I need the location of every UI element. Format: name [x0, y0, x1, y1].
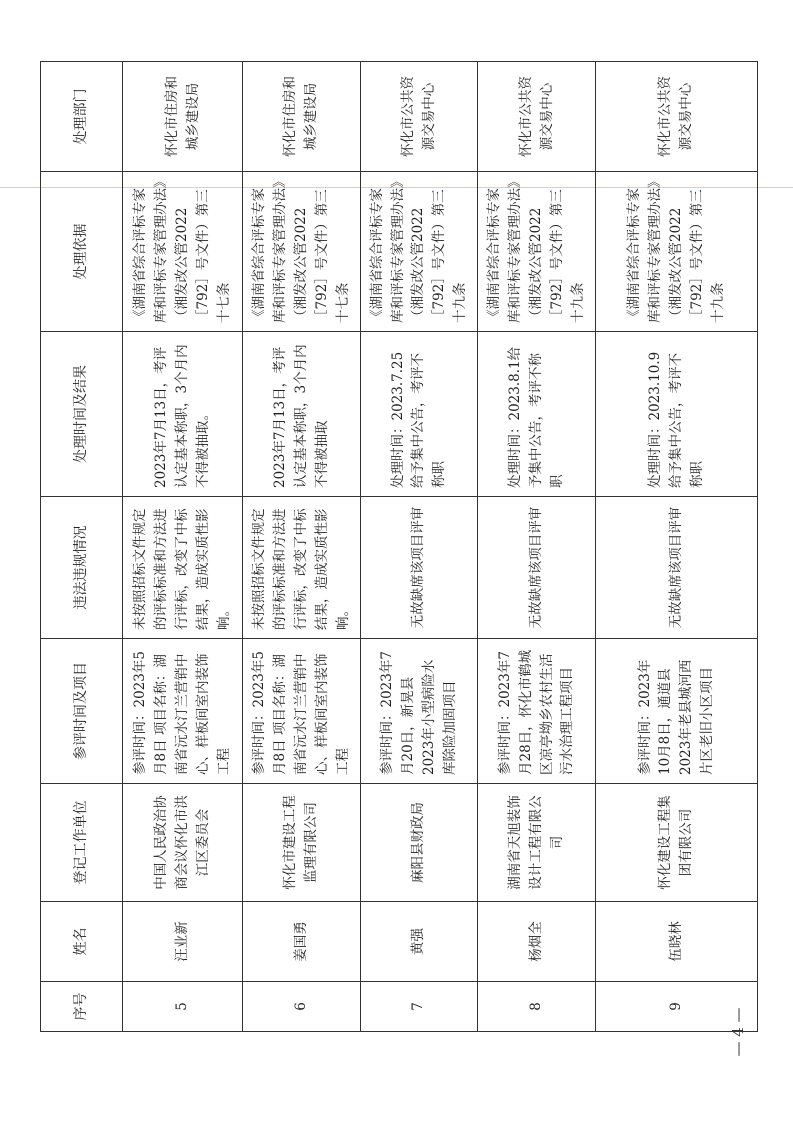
cell-no: 7	[360, 982, 478, 1032]
cell-unit: 湖南省天旭装饰设计工程有限公司	[478, 784, 596, 902]
cell-name: 汪业新	[123, 902, 243, 982]
cell-violation: 无故缺席该项目评审	[360, 497, 478, 639]
table-header-row	[41, 62, 123, 1032]
cell-name: 杨烟全	[478, 902, 596, 982]
cell-unit: 怀化市建设工程监理有限公司	[243, 784, 361, 902]
table-row	[243, 62, 361, 1032]
page-number: — 4 —	[729, 1007, 747, 1057]
header-unit: 登记工作单位	[41, 784, 123, 902]
cell-unit: 麻阳县财政局	[360, 784, 478, 902]
cell-department: 怀化市公共资源交易中心	[478, 62, 596, 172]
table-row	[478, 62, 596, 1032]
cell-result: 处理时间：2023.10.9给予集中公告，考评不称职	[595, 332, 757, 497]
header-time-project: 参评时间及项目	[41, 639, 123, 784]
cell-department: 怀化市公共资源交易中心	[595, 62, 757, 172]
cell-violation: 无故缺席该项目评审	[595, 497, 757, 639]
table-row	[595, 62, 757, 1032]
cell-unit: 怀化建设工程集团有限公司	[595, 784, 757, 902]
cell-unit: 中国人民政治协商会议怀化市洪江区委员会	[123, 784, 243, 902]
table-row	[360, 62, 478, 1032]
cell-time-project: 参评时间：2023年5月8日 项目名称：湖南省沅水汀兰营销中心、样板间室内装饰工程	[123, 639, 243, 784]
header-basis: 处理依据	[41, 172, 123, 332]
cell-no: 6	[243, 982, 361, 1032]
cell-result: 处理时间：2023.7.25给予集中公告，考评不称职	[360, 332, 478, 497]
cell-no: 5	[123, 982, 243, 1032]
cell-time-project: 参评时间：2023年10月8日，通道县2023年老县城河西片区老旧小区项目	[595, 639, 757, 784]
cell-time-project: 参评时间：2023年5月8日 项目名称：湖南省沅水汀兰营销中心、样板间室内装饰工程	[243, 639, 361, 784]
cell-result: 2023年7月13日，考评认定基本称职，3个月内不得被抽取。	[123, 332, 243, 497]
cell-violation: 未按照招标文件规定的评标标准和方法进行评标，改变了中标结果，造成实质性影响。	[123, 497, 243, 639]
rotated-page	[40, 62, 758, 1032]
cell-violation: 无故缺席该项目评审	[478, 497, 596, 639]
header-department: 处理部门	[41, 62, 123, 172]
cell-basis: 《湖南省综合评标专家库和评标专家管理办法》（湘发改公管2022［792］号文件）第三十七条	[243, 172, 361, 332]
cell-no: 8	[478, 982, 596, 1032]
cell-department: 怀化市住房和城乡建设局	[243, 62, 361, 172]
cell-name: 姜国勇	[243, 902, 361, 982]
cell-time-project: 参评时间：2023年7月28日，怀化市鹤城区凉亭坳乡农村生活污水治理工程项目	[478, 639, 596, 784]
header-violation: 违法违规情况	[41, 497, 123, 639]
table-row	[123, 62, 243, 1032]
cell-name: 伍晓林	[595, 902, 757, 982]
cell-violation: 未按照招标文件规定的评标标准和方法进行评标，改变了中标结果，造成实质性影响。	[243, 497, 361, 639]
header-no: 序号	[41, 982, 123, 1032]
header-result: 处理时间及结果	[41, 332, 123, 497]
cell-department: 怀化市住房和城乡建设局	[123, 62, 243, 172]
cell-department: 怀化市公共资源交易中心	[360, 62, 478, 172]
cell-result: 2023年7月13日，考评认定基本称职，3个月内不得被抽取	[243, 332, 361, 497]
cell-basis: 《湖南省综合评标专家库和评标专家管理办法》（湘发改公管2022［792］号文件）第三十九条	[595, 172, 757, 332]
penalty-table	[40, 61, 758, 1032]
cell-no: 9	[595, 982, 757, 1032]
cell-time-project: 参评时间：2023年7月20日，新晃县2023年小型病险水库除险加固项目	[360, 639, 478, 784]
cell-result: 处理时间：2023.8.1给予集中公告，考评不称职	[478, 332, 596, 497]
cell-basis: 《湖南省综合评标专家库和评标专家管理办法》（湘发改公管2022［792］号文件）第三十七条	[123, 172, 243, 332]
cell-basis: 《湖南省综合评标专家库和评标专家管理办法》（湘发改公管2022［792］号文件）第三十九条	[478, 172, 596, 332]
header-name: 姓名	[41, 902, 123, 982]
cell-name: 黄强	[360, 902, 478, 982]
cell-basis: 《湖南省综合评标专家库和评标专家管理办法》（湘发改公管2022［792］号文件）第三十九条	[360, 172, 478, 332]
